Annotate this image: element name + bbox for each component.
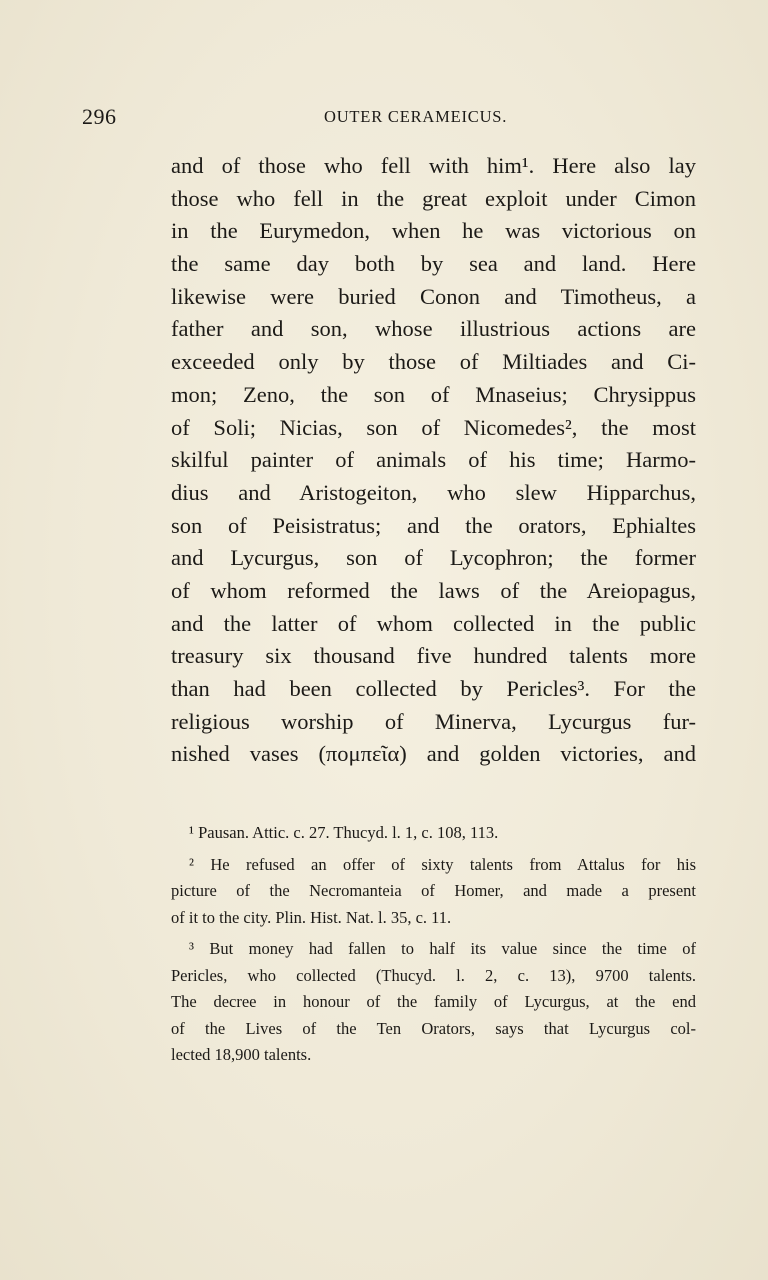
text-line: exceeded only by those of Miltiades and Ci- [171,349,696,375]
footnote-3 [171,936,696,1069]
text-line: son of Peisistratus; and the orators, Ephialtes [171,512,696,538]
text-line: treasury six thousand five hundred talents more [171,643,696,669]
text-line: of whom reformed the laws of the Areiopagus, [171,577,696,603]
text-line: than had been collected by Pericles³. For the [171,676,696,701]
text-line: the same day both by sea and land. Here [171,251,696,277]
footnote-line: picture of the Necromanteia of Homer, and made a present [171,881,696,900]
text-line: of Soli; Nicias, son of Nicomedes², the most [171,414,696,440]
text-line: and Lycurgus, son of Lycophron; the former [171,545,696,571]
text-line: and of those who fell with him¹. Here also lay [171,153,696,178]
text-line: mon; Zeno, the son of Mnaseius; Chrysippus [171,381,696,407]
running-head: OUTER CERAMEICUS. [324,107,508,126]
footnote-line: Pericles, who collected (Thucyd. l. 2, c. 13), 9700 talents. [171,965,696,985]
text-line: nished vases (πομπεῖα) and golden victories, and [171,741,696,767]
text-line: religious worship of Minerva, Lycurgus fur- [171,708,696,734]
text-line: skilful painter of animals of his time; Harmo- [171,447,696,473]
footnote-line: lected 18,900 talents. [171,1045,312,1064]
main-text [171,150,696,771]
text-line: those who fell in the great exploit under Cimon [171,185,696,211]
footnote-1 [171,820,696,847]
text-line: in the Eurymedon, when he was victorious on [171,218,696,244]
footnote-line: of the Lives of the Ten Orators, says that Lycurgus col- [171,1018,696,1038]
page-header [82,104,702,134]
footnote-line: ² He refused an offer of sixty talents from Attalus for his [189,854,696,874]
text-line: likewise were buried Conon and Timotheus, a [171,283,696,309]
footnote-2 [171,852,696,932]
text-line: and the latter of whom collected in the public [171,610,696,636]
page-number: 296 [82,104,117,129]
text-line: dius and Aristogeiton, who slew Hipparchus, [171,479,696,505]
footnote-line: ¹ Pausan. Attic. c. 27. Thucyd. l. 1, c. 108, 113. [189,823,499,842]
footnote-line: The decree in honour of the family of Lycurgus, at the end [171,992,696,1011]
footnotes [171,820,696,1069]
text-line: father and son, whose illustrious actions are [171,316,696,342]
footnote-line: ³ But money had fallen to half its value since the time of [189,939,696,958]
footnote-line: of it to the city. Plin. Hist. Nat. l. 35, c. 11. [171,907,452,927]
